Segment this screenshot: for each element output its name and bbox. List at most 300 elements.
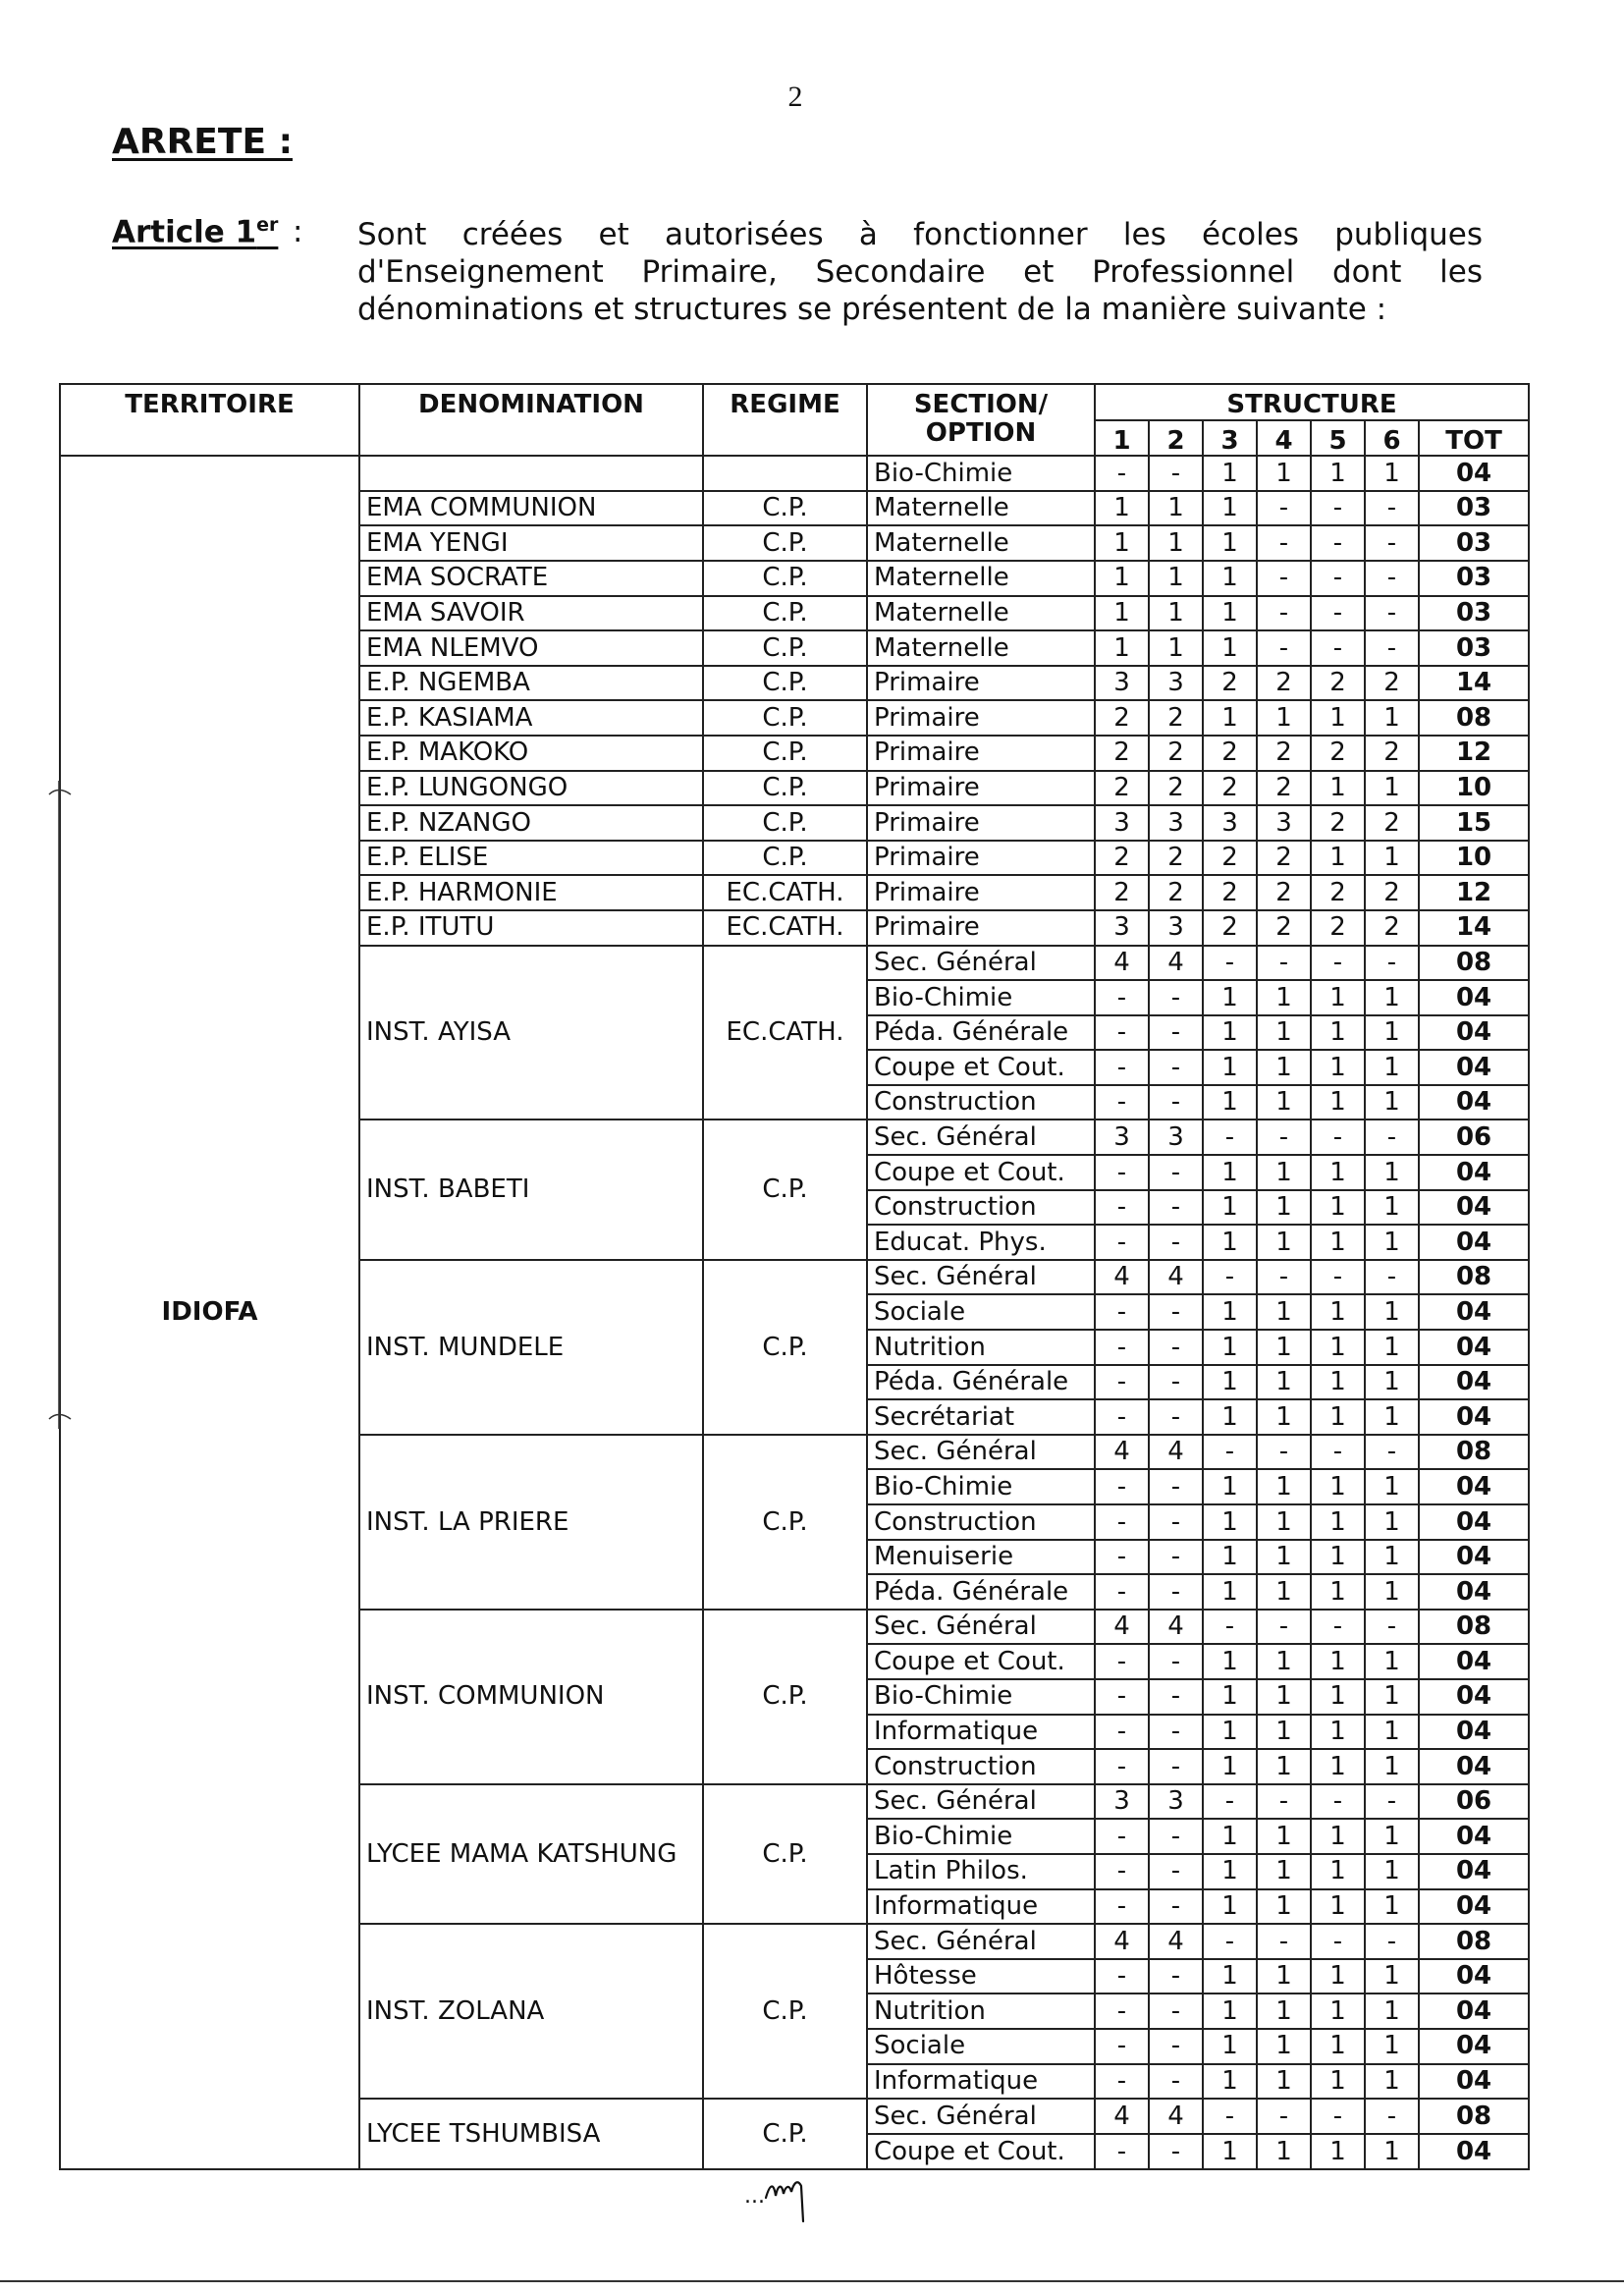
bottom-rule bbox=[0, 2280, 1624, 2282]
total-cell: 04 bbox=[1419, 1715, 1529, 1750]
class-count-cell-4: 3 bbox=[1257, 805, 1311, 841]
total-cell: 04 bbox=[1419, 1190, 1529, 1226]
class-count-cell-3: 1 bbox=[1203, 1085, 1257, 1120]
total-cell: 08 bbox=[1419, 1260, 1529, 1295]
class-count-cell-4: 1 bbox=[1257, 1504, 1311, 1540]
class-count-cell-6: 1 bbox=[1365, 1574, 1419, 1610]
school-name-cell bbox=[359, 456, 703, 491]
class-count-cell-3: 1 bbox=[1203, 1399, 1257, 1435]
class-count-cell-1: 2 bbox=[1095, 736, 1149, 771]
class-count-cell-5: 1 bbox=[1311, 1469, 1365, 1504]
class-count-cell-3: 1 bbox=[1203, 1050, 1257, 1085]
class-count-cell-6: 1 bbox=[1365, 1749, 1419, 1784]
class-count-cell-3: 1 bbox=[1203, 596, 1257, 631]
header-col-3: 3 bbox=[1203, 420, 1257, 457]
total-cell: 08 bbox=[1419, 1610, 1529, 1645]
class-count-cell-5: 1 bbox=[1311, 2029, 1365, 2064]
school-name-cell: INST. AYISA bbox=[359, 946, 703, 1120]
class-count-cell-3: 1 bbox=[1203, 1889, 1257, 1925]
class-count-cell-6: 1 bbox=[1365, 1644, 1419, 1679]
class-count-cell-4: 1 bbox=[1257, 1294, 1311, 1330]
section-option-cell: Sec. Général bbox=[867, 1260, 1095, 1295]
class-count-cell-5: 1 bbox=[1311, 1365, 1365, 1400]
class-count-cell-4: - bbox=[1257, 1784, 1311, 1820]
class-count-cell-6: 1 bbox=[1365, 1155, 1419, 1190]
section-option-cell: Maternelle bbox=[867, 630, 1095, 666]
section-option-cell: Bio-Chimie bbox=[867, 456, 1095, 491]
class-count-cell-5: - bbox=[1311, 1260, 1365, 1295]
school-name-cell: E.P. NZANGO bbox=[359, 805, 703, 841]
school-name-cell: INST. MUNDELE bbox=[359, 1260, 703, 1435]
total-cell: 03 bbox=[1419, 596, 1529, 631]
total-cell: 04 bbox=[1419, 1959, 1529, 1994]
school-name-cell: E.P. MAKOKO bbox=[359, 736, 703, 771]
school-name-cell: E.P. KASIAMA bbox=[359, 700, 703, 736]
regime-cell: EC.CATH. bbox=[703, 875, 867, 910]
class-count-cell-3: 1 bbox=[1203, 1679, 1257, 1715]
class-count-cell-1: - bbox=[1095, 1644, 1149, 1679]
class-count-cell-6: 1 bbox=[1365, 1679, 1419, 1715]
class-count-cell-5: 1 bbox=[1311, 1225, 1365, 1260]
class-count-cell-3: 1 bbox=[1203, 456, 1257, 491]
class-count-cell-3: 1 bbox=[1203, 980, 1257, 1015]
class-count-cell-2: - bbox=[1149, 1469, 1203, 1504]
class-count-cell-2: - bbox=[1149, 1330, 1203, 1365]
section-option-cell: Maternelle bbox=[867, 596, 1095, 631]
section-option-cell: Construction bbox=[867, 1190, 1095, 1226]
total-cell: 03 bbox=[1419, 525, 1529, 561]
class-count-cell-1: - bbox=[1095, 1469, 1149, 1504]
total-cell: 14 bbox=[1419, 666, 1529, 701]
class-count-cell-4: 1 bbox=[1257, 1854, 1311, 1889]
class-count-cell-6: 1 bbox=[1365, 1365, 1419, 1400]
class-count-cell-4: - bbox=[1257, 596, 1311, 631]
section-option-cell: Secrétariat bbox=[867, 1399, 1095, 1435]
class-count-cell-4: - bbox=[1257, 1924, 1311, 1959]
class-count-cell-2: - bbox=[1149, 1749, 1203, 1784]
class-count-cell-3: 2 bbox=[1203, 771, 1257, 806]
total-cell: 04 bbox=[1419, 1819, 1529, 1854]
class-count-cell-2: - bbox=[1149, 1294, 1203, 1330]
total-cell: 04 bbox=[1419, 1504, 1529, 1540]
class-count-cell-1: - bbox=[1095, 1155, 1149, 1190]
class-count-cell-4: 1 bbox=[1257, 1469, 1311, 1504]
class-count-cell-6: 1 bbox=[1365, 1225, 1419, 1260]
class-count-cell-1: - bbox=[1095, 2029, 1149, 2064]
section-option-cell: Coupe et Cout. bbox=[867, 1644, 1095, 1679]
school-name-cell: E.P. ELISE bbox=[359, 841, 703, 876]
class-count-cell-3: 1 bbox=[1203, 1574, 1257, 1610]
class-count-cell-2: - bbox=[1149, 1050, 1203, 1085]
school-name-cell: E.P. ITUTU bbox=[359, 910, 703, 946]
article-colon: : bbox=[293, 214, 303, 249]
class-count-cell-5: - bbox=[1311, 561, 1365, 596]
article-label-text: Article 1 bbox=[112, 214, 257, 250]
class-count-cell-5: 1 bbox=[1311, 1294, 1365, 1330]
class-count-cell-1: - bbox=[1095, 1679, 1149, 1715]
class-count-cell-3: 1 bbox=[1203, 1504, 1257, 1540]
class-count-cell-3: 1 bbox=[1203, 561, 1257, 596]
school-name-cell: INST. ZOLANA bbox=[359, 1924, 703, 2099]
section-option-cell: Bio-Chimie bbox=[867, 1469, 1095, 1504]
total-cell: 04 bbox=[1419, 456, 1529, 491]
class-count-cell-3: - bbox=[1203, 1260, 1257, 1295]
section-option-cell: Coupe et Cout. bbox=[867, 1050, 1095, 1085]
total-cell: 04 bbox=[1419, 1540, 1529, 1575]
class-count-cell-2: - bbox=[1149, 1085, 1203, 1120]
class-count-cell-5: - bbox=[1311, 946, 1365, 981]
class-count-cell-1: - bbox=[1095, 456, 1149, 491]
header-col-6: 6 bbox=[1365, 420, 1419, 457]
class-count-cell-4: 1 bbox=[1257, 1749, 1311, 1784]
class-count-cell-3: 1 bbox=[1203, 1540, 1257, 1575]
class-count-cell-2: - bbox=[1149, 980, 1203, 1015]
class-count-cell-1: - bbox=[1095, 980, 1149, 1015]
class-count-cell-6: 1 bbox=[1365, 1015, 1419, 1051]
class-count-cell-4: 1 bbox=[1257, 1679, 1311, 1715]
class-count-cell-4: 1 bbox=[1257, 1959, 1311, 1994]
class-count-cell-5: 1 bbox=[1311, 1085, 1365, 1120]
class-count-cell-3: 1 bbox=[1203, 1715, 1257, 1750]
total-cell: 04 bbox=[1419, 1050, 1529, 1085]
class-count-cell-3: 2 bbox=[1203, 666, 1257, 701]
class-count-cell-1: 1 bbox=[1095, 525, 1149, 561]
class-count-cell-4: 1 bbox=[1257, 1889, 1311, 1925]
header-col-1: 1 bbox=[1095, 420, 1149, 457]
class-count-cell-1: - bbox=[1095, 1085, 1149, 1120]
class-count-cell-6: 2 bbox=[1365, 736, 1419, 771]
class-count-cell-2: - bbox=[1149, 456, 1203, 491]
class-count-cell-5: 1 bbox=[1311, 1540, 1365, 1575]
section-option-cell: Nutrition bbox=[867, 1994, 1095, 2029]
school-name-cell: E.P. HARMONIE bbox=[359, 875, 703, 910]
section-option-cell: Sec. Général bbox=[867, 1120, 1095, 1155]
class-count-cell-1: - bbox=[1095, 2064, 1149, 2100]
class-count-cell-2: - bbox=[1149, 1819, 1203, 1854]
class-count-cell-4: 1 bbox=[1257, 1085, 1311, 1120]
total-cell: 03 bbox=[1419, 491, 1529, 526]
class-count-cell-5: - bbox=[1311, 2099, 1365, 2134]
regime-cell: C.P. bbox=[703, 491, 867, 526]
class-count-cell-4: 1 bbox=[1257, 1994, 1311, 2029]
total-cell: 04 bbox=[1419, 2134, 1529, 2169]
section-option-cell: Nutrition bbox=[867, 1330, 1095, 1365]
total-cell: 04 bbox=[1419, 1679, 1529, 1715]
class-count-cell-3: 1 bbox=[1203, 2064, 1257, 2100]
class-count-cell-2: 4 bbox=[1149, 1435, 1203, 1470]
class-count-cell-1: - bbox=[1095, 1749, 1149, 1784]
total-cell: 04 bbox=[1419, 1644, 1529, 1679]
class-count-cell-5: 1 bbox=[1311, 1330, 1365, 1365]
class-count-cell-4: 1 bbox=[1257, 1644, 1311, 1679]
section-option-cell: Coupe et Cout. bbox=[867, 2134, 1095, 2169]
regime-cell bbox=[703, 456, 867, 491]
total-cell: 04 bbox=[1419, 1854, 1529, 1889]
table-row bbox=[60, 456, 1529, 491]
class-count-cell-3: 1 bbox=[1203, 491, 1257, 526]
school-name-cell: EMA SAVOIR bbox=[359, 596, 703, 631]
class-count-cell-6: - bbox=[1365, 1924, 1419, 1959]
class-count-cell-3: 2 bbox=[1203, 736, 1257, 771]
class-count-cell-3: 1 bbox=[1203, 1749, 1257, 1784]
class-count-cell-3: 1 bbox=[1203, 630, 1257, 666]
class-count-cell-5: 1 bbox=[1311, 1399, 1365, 1435]
regime-cell: C.P. bbox=[703, 841, 867, 876]
total-cell: 04 bbox=[1419, 2064, 1529, 2100]
class-count-cell-4: - bbox=[1257, 1120, 1311, 1155]
section-option-cell: Construction bbox=[867, 1749, 1095, 1784]
territory-cell: IDIOFA bbox=[60, 456, 359, 2169]
header-col-2: 2 bbox=[1149, 420, 1203, 457]
class-count-cell-1: 3 bbox=[1095, 910, 1149, 946]
class-count-cell-5: 1 bbox=[1311, 1050, 1365, 1085]
regime-cell: C.P. bbox=[703, 561, 867, 596]
class-count-cell-6: - bbox=[1365, 630, 1419, 666]
class-count-cell-6: 1 bbox=[1365, 1050, 1419, 1085]
total-cell: 10 bbox=[1419, 771, 1529, 806]
class-count-cell-2: - bbox=[1149, 1644, 1203, 1679]
class-count-cell-4: 1 bbox=[1257, 980, 1311, 1015]
class-count-cell-6: 1 bbox=[1365, 771, 1419, 806]
section-option-cell: Primaire bbox=[867, 700, 1095, 736]
class-count-cell-2: - bbox=[1149, 1889, 1203, 1925]
class-count-cell-5: 1 bbox=[1311, 1749, 1365, 1784]
class-count-cell-2: - bbox=[1149, 1190, 1203, 1226]
regime-cell: C.P. bbox=[703, 771, 867, 806]
total-cell: 08 bbox=[1419, 1435, 1529, 1470]
class-count-cell-3: 2 bbox=[1203, 875, 1257, 910]
class-count-cell-5: - bbox=[1311, 491, 1365, 526]
header-col-4: 4 bbox=[1257, 420, 1311, 457]
regime-cell: C.P. bbox=[703, 1260, 867, 1435]
class-count-cell-5: 1 bbox=[1311, 841, 1365, 876]
total-cell: 04 bbox=[1419, 1574, 1529, 1610]
total-cell: 15 bbox=[1419, 805, 1529, 841]
class-count-cell-6: - bbox=[1365, 1260, 1419, 1295]
school-name-cell: INST. COMMUNION bbox=[359, 1610, 703, 1784]
class-count-cell-6: - bbox=[1365, 1610, 1419, 1645]
class-count-cell-1: - bbox=[1095, 1819, 1149, 1854]
class-count-cell-1: - bbox=[1095, 1050, 1149, 1085]
class-count-cell-3: 1 bbox=[1203, 1294, 1257, 1330]
class-count-cell-3: - bbox=[1203, 1610, 1257, 1645]
class-count-cell-2: 2 bbox=[1149, 700, 1203, 736]
class-count-cell-2: 2 bbox=[1149, 875, 1203, 910]
total-cell: 12 bbox=[1419, 875, 1529, 910]
class-count-cell-1: - bbox=[1095, 1225, 1149, 1260]
class-count-cell-6: 1 bbox=[1365, 1190, 1419, 1226]
section-option-cell: Bio-Chimie bbox=[867, 980, 1095, 1015]
class-count-cell-3: 1 bbox=[1203, 1959, 1257, 1994]
section-option-cell: Coupe et Cout. bbox=[867, 1155, 1095, 1190]
class-count-cell-2: - bbox=[1149, 1679, 1203, 1715]
section-option-cell: Maternelle bbox=[867, 491, 1095, 526]
total-cell: 06 bbox=[1419, 1120, 1529, 1155]
class-count-cell-6: 1 bbox=[1365, 1504, 1419, 1540]
decree-heading: ARRETE : bbox=[112, 122, 293, 162]
section-option-cell: Informatique bbox=[867, 1889, 1095, 1925]
class-count-cell-4: - bbox=[1257, 946, 1311, 981]
section-option-cell: Bio-Chimie bbox=[867, 1819, 1095, 1854]
header-denomination: DENOMINATION bbox=[359, 384, 703, 456]
class-count-cell-4: 2 bbox=[1257, 841, 1311, 876]
class-count-cell-6: - bbox=[1365, 1784, 1419, 1820]
total-cell: 10 bbox=[1419, 841, 1529, 876]
class-count-cell-3: 1 bbox=[1203, 1015, 1257, 1051]
class-count-cell-1: 4 bbox=[1095, 1610, 1149, 1645]
class-count-cell-4: 1 bbox=[1257, 1540, 1311, 1575]
section-option-cell: Sec. Général bbox=[867, 1435, 1095, 1470]
total-cell: 03 bbox=[1419, 630, 1529, 666]
header-col-5: 5 bbox=[1311, 420, 1365, 457]
class-count-cell-4: - bbox=[1257, 1610, 1311, 1645]
class-count-cell-5: - bbox=[1311, 1784, 1365, 1820]
regime-cell: C.P. bbox=[703, 666, 867, 701]
class-count-cell-1: - bbox=[1095, 1854, 1149, 1889]
section-option-cell: Sociale bbox=[867, 2029, 1095, 2064]
regime-cell: C.P. bbox=[703, 525, 867, 561]
class-count-cell-4: 1 bbox=[1257, 1050, 1311, 1085]
class-count-cell-3: 2 bbox=[1203, 841, 1257, 876]
section-option-cell: Hôtesse bbox=[867, 1959, 1095, 1994]
class-count-cell-1: - bbox=[1095, 1504, 1149, 1540]
section-option-cell: Péda. Générale bbox=[867, 1574, 1095, 1610]
regime-cell: C.P. bbox=[703, 2099, 867, 2169]
total-cell: 04 bbox=[1419, 1155, 1529, 1190]
class-count-cell-3: 1 bbox=[1203, 1994, 1257, 2029]
total-cell: 04 bbox=[1419, 1994, 1529, 2029]
class-count-cell-3: - bbox=[1203, 2099, 1257, 2134]
header-section-option: SECTION/ OPTION bbox=[867, 384, 1095, 456]
class-count-cell-6: 1 bbox=[1365, 1469, 1419, 1504]
class-count-cell-3: 1 bbox=[1203, 1330, 1257, 1365]
class-count-cell-2: 2 bbox=[1149, 771, 1203, 806]
class-count-cell-3: 1 bbox=[1203, 2029, 1257, 2064]
class-count-cell-4: 1 bbox=[1257, 1330, 1311, 1365]
class-count-cell-4: 1 bbox=[1257, 2134, 1311, 2169]
section-option-cell: Sec. Général bbox=[867, 2099, 1095, 2134]
class-count-cell-4: 1 bbox=[1257, 1399, 1311, 1435]
footer-dots: ... bbox=[744, 2184, 765, 2209]
class-count-cell-1: 1 bbox=[1095, 491, 1149, 526]
header-regime: REGIME bbox=[703, 384, 867, 456]
class-count-cell-4: 2 bbox=[1257, 875, 1311, 910]
class-count-cell-4: 1 bbox=[1257, 1819, 1311, 1854]
school-name-cell: LYCEE TSHUMBISA bbox=[359, 2099, 703, 2169]
article-label bbox=[112, 214, 278, 249]
class-count-cell-5: 1 bbox=[1311, 1574, 1365, 1610]
class-count-cell-2: - bbox=[1149, 1225, 1203, 1260]
total-cell: 08 bbox=[1419, 700, 1529, 736]
total-cell: 04 bbox=[1419, 1085, 1529, 1120]
class-count-cell-2: 3 bbox=[1149, 1784, 1203, 1820]
class-count-cell-2: 1 bbox=[1149, 491, 1203, 526]
total-cell: 04 bbox=[1419, 980, 1529, 1015]
class-count-cell-6: 1 bbox=[1365, 700, 1419, 736]
class-count-cell-1: 3 bbox=[1095, 805, 1149, 841]
class-count-cell-2: - bbox=[1149, 1959, 1203, 1994]
class-count-cell-1: 4 bbox=[1095, 1260, 1149, 1295]
class-count-cell-2: - bbox=[1149, 2029, 1203, 2064]
class-count-cell-6: 1 bbox=[1365, 2029, 1419, 2064]
class-count-cell-1: - bbox=[1095, 1399, 1149, 1435]
total-cell: 04 bbox=[1419, 1889, 1529, 1925]
class-count-cell-1: 2 bbox=[1095, 771, 1149, 806]
class-count-cell-2: - bbox=[1149, 1715, 1203, 1750]
class-count-cell-4: - bbox=[1257, 525, 1311, 561]
class-count-cell-5: 1 bbox=[1311, 1854, 1365, 1889]
class-count-cell-5: - bbox=[1311, 525, 1365, 561]
class-count-cell-5: 2 bbox=[1311, 666, 1365, 701]
class-count-cell-2: 2 bbox=[1149, 841, 1203, 876]
school-name-cell: INST. LA PRIERE bbox=[359, 1435, 703, 1610]
class-count-cell-5: 1 bbox=[1311, 980, 1365, 1015]
class-count-cell-2: - bbox=[1149, 2064, 1203, 2100]
regime-cell: EC.CATH. bbox=[703, 946, 867, 1120]
school-name-cell: EMA YENGI bbox=[359, 525, 703, 561]
class-count-cell-1: 4 bbox=[1095, 946, 1149, 981]
section-option-cell: Sec. Général bbox=[867, 946, 1095, 981]
class-count-cell-2: 3 bbox=[1149, 910, 1203, 946]
initials-signature bbox=[744, 2157, 862, 2225]
class-count-cell-3: 1 bbox=[1203, 1644, 1257, 1679]
class-count-cell-6: 2 bbox=[1365, 910, 1419, 946]
class-count-cell-4: 1 bbox=[1257, 1574, 1311, 1610]
section-option-cell: Construction bbox=[867, 1504, 1095, 1540]
regime-cell: EC.CATH. bbox=[703, 910, 867, 946]
class-count-cell-1: - bbox=[1095, 1889, 1149, 1925]
class-count-cell-5: 1 bbox=[1311, 1679, 1365, 1715]
total-cell: 08 bbox=[1419, 2099, 1529, 2134]
regime-cell: C.P. bbox=[703, 1435, 867, 1610]
class-count-cell-6: 1 bbox=[1365, 456, 1419, 491]
class-count-cell-1: - bbox=[1095, 1959, 1149, 1994]
class-count-cell-5: 1 bbox=[1311, 1644, 1365, 1679]
class-count-cell-2: 3 bbox=[1149, 805, 1203, 841]
class-count-cell-5: 1 bbox=[1311, 771, 1365, 806]
class-count-cell-6: 1 bbox=[1365, 1085, 1419, 1120]
total-cell: 04 bbox=[1419, 1015, 1529, 1051]
class-count-cell-6: 1 bbox=[1365, 1854, 1419, 1889]
school-name-cell: EMA COMMUNION bbox=[359, 491, 703, 526]
class-count-cell-6: 2 bbox=[1365, 666, 1419, 701]
class-count-cell-1: 4 bbox=[1095, 1924, 1149, 1959]
regime-cell: C.P. bbox=[703, 700, 867, 736]
section-option-cell: Latin Philos. bbox=[867, 1854, 1095, 1889]
class-count-cell-5: - bbox=[1311, 596, 1365, 631]
class-count-cell-2: 4 bbox=[1149, 1260, 1203, 1295]
section-option-cell: Péda. Générale bbox=[867, 1015, 1095, 1051]
class-count-cell-2: - bbox=[1149, 1504, 1203, 1540]
total-cell: 04 bbox=[1419, 1399, 1529, 1435]
class-count-cell-4: 1 bbox=[1257, 456, 1311, 491]
class-count-cell-5: 1 bbox=[1311, 1959, 1365, 1994]
class-count-cell-2: - bbox=[1149, 1994, 1203, 2029]
section-option-cell: Maternelle bbox=[867, 525, 1095, 561]
schools-structure-table bbox=[59, 383, 1530, 2170]
class-count-cell-5: 1 bbox=[1311, 1715, 1365, 1750]
class-count-cell-4: 2 bbox=[1257, 666, 1311, 701]
class-count-cell-5: 1 bbox=[1311, 1155, 1365, 1190]
school-name-cell: EMA NLEMVO bbox=[359, 630, 703, 666]
class-count-cell-3: 1 bbox=[1203, 1190, 1257, 1226]
regime-cell: C.P. bbox=[703, 736, 867, 771]
class-count-cell-1: 3 bbox=[1095, 1120, 1149, 1155]
class-count-cell-5: 1 bbox=[1311, 1504, 1365, 1540]
class-count-cell-2: 1 bbox=[1149, 630, 1203, 666]
class-count-cell-4: 1 bbox=[1257, 1015, 1311, 1051]
class-count-cell-6: - bbox=[1365, 596, 1419, 631]
